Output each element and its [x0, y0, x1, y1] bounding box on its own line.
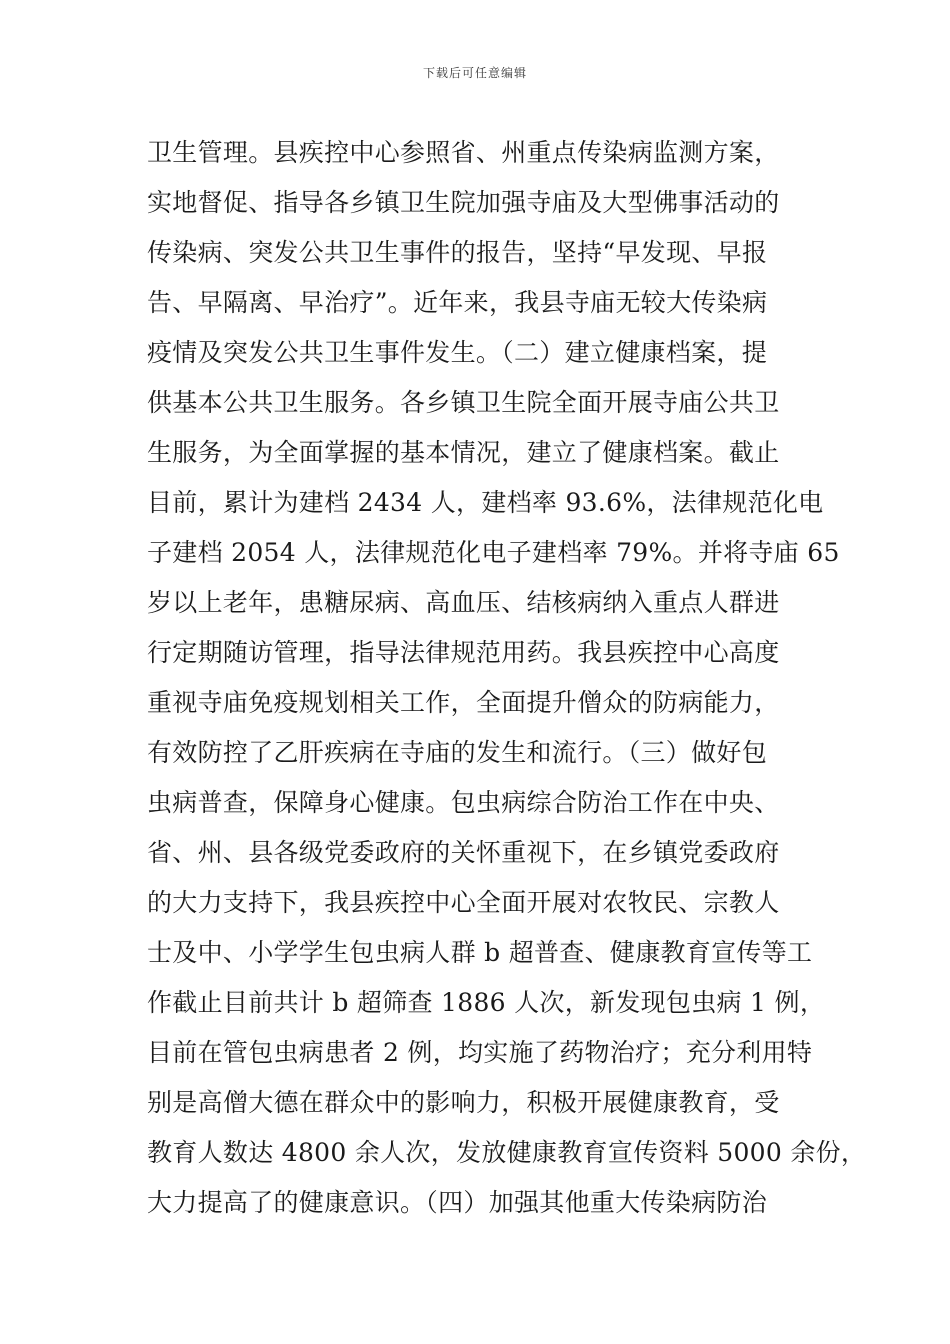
body-line: 别是高僧大德在群众中的影响力，积极开展健康教育，受 — [147, 1088, 780, 1117]
body-line: 大力提高了的健康意识。（四）加强其他重大传染病防治 — [147, 1188, 768, 1217]
page-header-note: 下载后可任意编辑 — [422, 66, 527, 80]
body-line: 省、州、县各级党委政府的关怀重视下，在乡镇党委政府 — [147, 838, 780, 867]
body-line: 行定期随访管理，指导法律规范用药。我县疾控中心高度 — [147, 638, 780, 667]
body-line: 实地督促、指导各乡镇卫生院加强寺庙及大型佛事活动的 — [147, 188, 780, 217]
body-line: 士及中、小学学生包虫病人群 b 超普查、健康教育宣传等工 — [147, 938, 813, 967]
body-line: 教育人数达 4800 余人次，发放健康教育宣传资料 5000 余份， — [147, 1138, 867, 1167]
body-line: 生服务，为全面掌握的基本情况，建立了健康档案。截止 — [147, 438, 780, 467]
body-line: 子建档 2054 人，法律规范化电子建档率 79%。并将寺庙 65 — [147, 538, 840, 567]
body-line: 作截止目前共计 b 超筛查 1886 人次，新发现包虫病 1 例， — [147, 988, 826, 1017]
body-line: 有效防控了乙肝疾病在寺庙的发生和流行。（三）做好包 — [147, 738, 768, 767]
body-line: 卫生管理。县疾控中心参照省、州重点传染病监测方案， — [147, 138, 780, 167]
body-line: 目前，累计为建档 2434 人，建档率 93.6%，法律规范化电 — [147, 488, 824, 517]
body-line: 告、早隔离、早治疗”。近年来，我县寺庙无较大传染病 — [147, 288, 768, 317]
body-line: 疫情及突发公共卫生事件发生。（二）建立健康档案，提 — [147, 338, 768, 367]
body-line: 岁以上老年，患糖尿病、高血压、结核病纳入重点人群进 — [147, 588, 780, 617]
body-line: 供基本公共卫生服务。各乡镇卫生院全面开展寺庙公共卫 — [147, 388, 780, 417]
document-body — [147, 128, 867, 1228]
body-line: 的大力支持下，我县疾控中心全面开展对农牧民、宗教人 — [147, 888, 780, 917]
body-line: 重视寺庙免疫规划相关工作，全面提升僧众的防病能力， — [147, 688, 780, 717]
body-line: 虫病普查，保障身心健康。包虫病综合防治工作在中央、 — [147, 788, 780, 817]
body-line: 目前在管包虫病患者 2 例，均实施了药物治疗；充分利用特 — [147, 1038, 813, 1067]
body-line: 传染病、突发公共卫生事件的报告，坚持“早发现、早报 — [147, 238, 768, 267]
